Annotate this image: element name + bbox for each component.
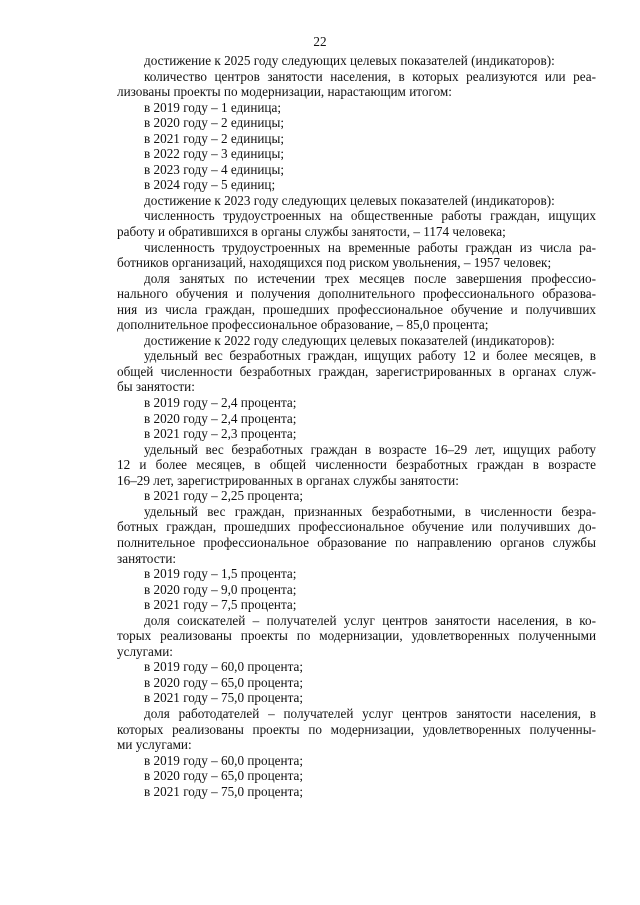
text-line: в 2021 году – 2,25 процента; xyxy=(144,488,304,504)
text-line: в 2020 году – 2 единицы; xyxy=(144,115,285,131)
text-line: работу и обратившихся в органы службы занятости, – 1174 человека; xyxy=(117,224,506,240)
text-line: в 2020 году – 2,4 процента; xyxy=(144,410,297,426)
text-line: в 2020 году – 65,0 процента; xyxy=(144,674,304,690)
text-line: бы занятости: xyxy=(117,379,195,395)
text-line: в 2019 году – 2,4 процента; xyxy=(144,395,297,411)
text-line: удельный вес граждан, признанных безработными, в численности безра- xyxy=(144,503,596,519)
text-line: ботников организаций, находящихся под риском увольнения, – 1957 человек; xyxy=(117,255,552,271)
text-line: удельный вес безработных граждан в возрасте 16–29 лет, ищущих работу xyxy=(144,441,596,457)
text-line: достижение к 2022 году следующих целевых показателей (индикаторов): xyxy=(144,332,555,348)
text-line: услугами: xyxy=(117,643,173,659)
text-line: в 2023 году – 4 единицы; xyxy=(144,161,285,177)
text-line: общей численности безработных граждан, зарегистрированных в органах служ- xyxy=(117,363,596,379)
text-line: в 2021 году – 7,5 процента; xyxy=(144,597,297,613)
text-line: в 2020 году – 65,0 процента; xyxy=(144,768,304,784)
document-body xyxy=(117,53,596,799)
text-line: полнительное профессиональное образование по направлению органов службы xyxy=(117,534,596,550)
text-line: в 2021 году – 75,0 процента; xyxy=(144,690,304,706)
text-line: лизованы проекты по модернизации, нарастающим итогом: xyxy=(117,84,452,100)
text-line: в 2021 году – 75,0 процента; xyxy=(144,783,304,799)
text-line: в 2019 году – 60,0 процента; xyxy=(144,659,304,675)
text-line: нального обучения и получения дополнительного профессионального образова- xyxy=(117,286,596,302)
text-line: в 2019 году – 1,5 процента; xyxy=(144,566,297,582)
text-line: в 2019 году – 1 единица; xyxy=(144,99,282,115)
text-line: дополнительное профессиональное образование, – 85,0 процента; xyxy=(117,317,489,333)
text-line: которых реализованы проекты по модернизации, удовлетворенных полученны- xyxy=(117,721,596,737)
text-line: 16–29 лет, зарегистрированных в органах службы занятости: xyxy=(117,472,459,488)
text-line: в 2019 году – 60,0 процента; xyxy=(144,752,304,768)
text-line: в 2020 году – 9,0 процента; xyxy=(144,581,297,597)
text-line: торых реализованы проекты по модернизации, удовлетворенных полученными xyxy=(117,628,596,644)
text-line: удельный вес безработных граждан, ищущих работу 12 и более месяцев, в xyxy=(144,348,596,364)
text-line: ботных граждан, прошедших профессиональное обучение или получивших до- xyxy=(117,519,596,535)
text-line: в 2024 году – 5 единиц; xyxy=(144,177,276,193)
text-line: численность трудоустроенных на временные работы граждан из числа ра- xyxy=(144,239,596,255)
text-line: в 2022 году – 3 единицы; xyxy=(144,146,285,162)
text-line: доля работодателей – получателей услуг центров занятости населения, в xyxy=(144,705,596,721)
text-line: ния из числа граждан, прошедших профессиональное обучение и получивших xyxy=(117,301,596,317)
text-line: 12 и более месяцев, в общей численности безработных граждан в возрасте xyxy=(117,457,596,473)
text-line: в 2021 году – 2,3 процента; xyxy=(144,426,297,442)
text-line: занятости: xyxy=(117,550,177,566)
text-line: достижение к 2023 году следующих целевых показателей (индикаторов): xyxy=(144,192,555,208)
text-line: ми услугами: xyxy=(117,737,192,753)
page-number: 22 xyxy=(313,34,327,49)
text-line: достижение к 2025 году следующих целевых показателей (индикаторов): xyxy=(144,53,555,68)
text-line: численность трудоустроенных на общественные работы граждан, ищущих xyxy=(144,208,596,224)
text-line: доля занятых по истечении трех месяцев после завершения профессио- xyxy=(144,270,596,286)
text-line: доля соискателей – получателей услуг центров занятости населения, в ко- xyxy=(144,612,596,628)
text-line: в 2021 году – 2 единицы; xyxy=(144,130,285,146)
text-line: количество центров занятости населения, в которых реализуются или реа- xyxy=(144,68,596,84)
